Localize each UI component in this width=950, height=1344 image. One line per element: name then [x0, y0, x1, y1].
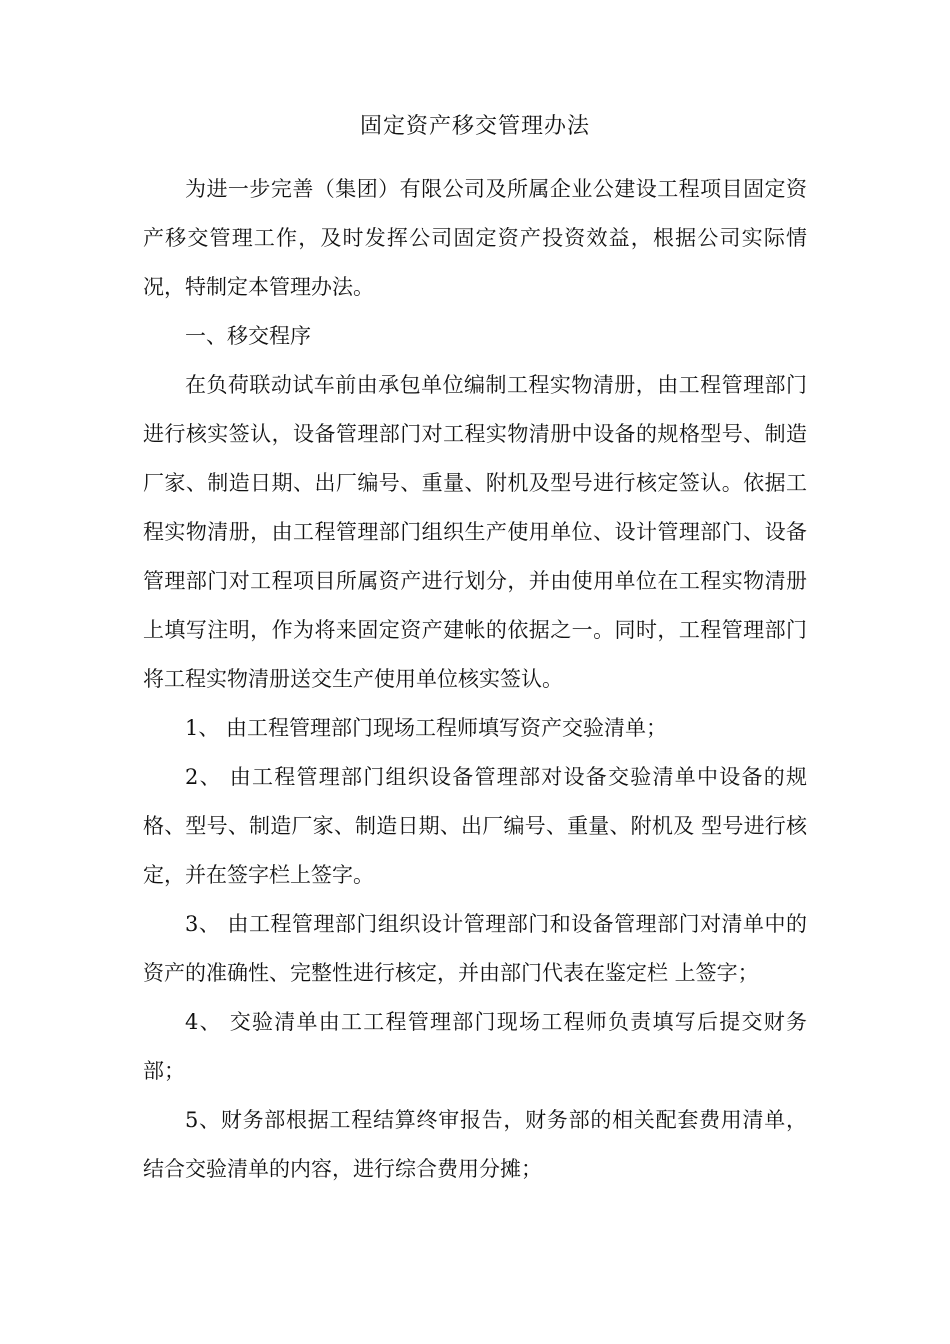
document-title: 固定资产移交管理办法: [359, 114, 590, 139]
list-item-5: 5、财务部根据工程结算终审报告，财务部的相关配套费用清单，结合交验清单的内容，进行综合费用分摊；: [143, 1108, 807, 1181]
list-item-1: 1、 由工程管理部门现场工程师填写资产交验清单；: [185, 716, 668, 740]
intro-paragraph: 为进一步完善（集团）有限公司及所属企业公建设工程项目固定资产移交管理工作，及时发挥公司固定资产投资效益，根据公司实际情况，特制定本管理办法。: [143, 177, 807, 299]
procedure-paragraph: 在负荷联动试车前由承包单位编制工程实物清册，由工程管理部门进行核实签认，设备管理部门对工程实物清册中设备的规格型号、制造厂家、制造日期、出厂编号、重量、附机及型号进行核定签认。依据工程实物清册，由工程管理部门组织生产使用单位、设计管理部门、设备管理部门对工程项目所属资产进行划分，并由使用单位在工程实物清册上填写注明，作为将来固定资产建帐的依据之一。同时，工程管理部门将工程实物清册送交生产使用单位核实签认。: [143, 373, 807, 691]
section-heading-transfer-procedure: 一、移交程序: [185, 324, 311, 348]
list-item-2: 2、 由工程管理部门组织设备管理部对设备交验清单中设备的规格、型号、制造厂家、制造日期、出厂编号、重量、附机及 型号进行核定，并在签字栏上签字。: [143, 765, 807, 887]
list-item-3: 3、 由工程管理部门组织设计管理部门和设备管理部门对清单中的资产的准确性、完整性进行核定，并由部门代表在鉴定栏 上签字；: [143, 912, 807, 985]
document-body: [143, 165, 807, 1194]
list-item-4: 4、 交验清单由工工程管理部门现场工程师负责填写后提交财务部；: [143, 1010, 807, 1083]
